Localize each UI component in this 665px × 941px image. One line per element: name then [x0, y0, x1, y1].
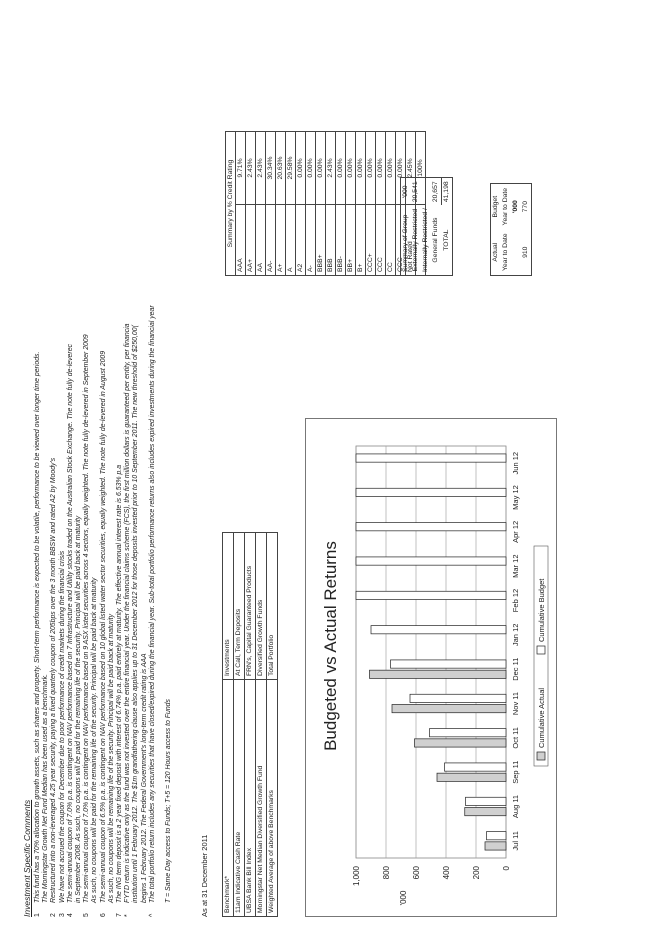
budget-bar — [430, 729, 507, 737]
budget-unit: '000 — [512, 200, 519, 214]
credit-rating-percent: 0.00% — [306, 132, 316, 205]
credit-rating-label: BB+ — [346, 205, 356, 276]
note-text: We have not accrued the coupon for December due to poor performance of credit markets during the financial crisis — [58, 550, 66, 903]
x-tick-label: Dec 11 — [511, 657, 520, 681]
credit-rating-table — [225, 131, 426, 276]
note-text: in September 2008. As such, no coupons will be paid for the remaining life of the security. Principal will be paid back at maturity — [75, 515, 83, 903]
y-axis-label: '000 — [399, 890, 408, 906]
credit-rating-percent: 0.00% — [386, 132, 396, 205]
benchmark-cell: UBSA Bank Bill Index — [245, 680, 256, 917]
x-tick-label: Jun 12 — [511, 451, 520, 475]
actual-bar — [437, 773, 506, 781]
actual-bar — [485, 842, 506, 850]
credit-rating-percent: 29.58% — [286, 132, 296, 205]
benchmark-cell: 11am Indicative Cash Rate — [234, 680, 245, 917]
note-marker: 2 — [50, 913, 58, 917]
credit-rating-label: AA — [256, 205, 266, 276]
credit-rating-percent: 0.00% — [336, 132, 346, 205]
note-text: Restructured into a non-leveraged 4.25 year security, paying a fixed quarterly coupon of 205bps over the 3 month BBSW and rated A2 by Moody's — [50, 457, 58, 903]
x-tick-label: Apr 12 — [511, 520, 520, 543]
note-line — [100, 12, 108, 917]
note-line — [149, 12, 157, 917]
table-row — [234, 533, 245, 917]
credit-rating-percent: 0.00% — [366, 132, 376, 205]
credit-table-title: Summary by % Credit Rating — [226, 132, 236, 276]
internally-label-1: Internally Restricted / — [422, 208, 429, 272]
credit-rating-percent: 9.71% — [236, 132, 246, 205]
table-row — [276, 132, 286, 276]
returns-chart-svg — [306, 419, 556, 916]
credit-rating-label: AAA — [236, 205, 246, 276]
x-tick-label: Sep 11 — [511, 760, 520, 784]
y-tick-label: 0 — [502, 866, 511, 871]
credit-rating-percent: 2.43% — [326, 132, 336, 205]
budget-bar — [487, 832, 507, 840]
budget-bar — [445, 763, 507, 771]
note-marker: 1 — [34, 913, 41, 917]
credit-rating-label: A — [286, 205, 296, 276]
table-row — [286, 132, 296, 276]
credit-rating-percent: 2.43% — [246, 132, 256, 205]
credit-rating-percent: 100% — [416, 132, 426, 205]
credit-rating-label: CCC+ — [366, 205, 376, 276]
group-summary-table — [400, 177, 453, 276]
internally-label-2: General Funds — [432, 217, 440, 263]
table-row — [256, 132, 266, 276]
table-row — [336, 132, 346, 276]
legend-swatch-budget — [537, 646, 545, 654]
budget-bar — [391, 660, 507, 668]
note-marker: 5 — [83, 913, 91, 917]
credit-rating-label: Not Rated — [406, 205, 416, 276]
note-text: As such, no coupons will be remaining life of the security. Principal will be paid back at maturity — [107, 613, 115, 903]
budget-bar — [371, 626, 506, 634]
note-text: The ING term deposit is a 2 year fixed deposit with interest of 6.74% p.a. paid entirely at maturity. The effective annual interest rate is 6.53% p.a — [116, 464, 124, 903]
credit-rating-percent: 20.63% — [276, 132, 286, 205]
note-marker — [91, 903, 99, 917]
credit-rating-percent: 0.00% — [376, 132, 386, 205]
note-line — [108, 12, 116, 917]
y-tick-label: 600 — [412, 866, 421, 880]
x-tick-label: Jul 11 — [511, 831, 520, 851]
note-line — [141, 12, 149, 917]
x-tick-label: Jan 12 — [511, 623, 520, 647]
internally-value: 20,657 — [432, 181, 439, 203]
table-row — [246, 132, 256, 276]
note-text: The semi-annual coupon of 7.0% p.a. is contingent on NAV performance based on 7 Infrastructure and Utility stocks traded on the Australian Stock Exchange. The note fully de-leverec — [66, 344, 74, 903]
y-tick-label: 400 — [442, 866, 451, 880]
note-line — [83, 12, 91, 917]
table-row — [306, 132, 316, 276]
note-text: As such, no coupons will be paid for the remaining life of the security. Principal will be paid back at maturity — [91, 577, 99, 903]
group-title: Summary of Group — [402, 214, 409, 272]
credit-rating-percent: 0.00% — [296, 132, 306, 205]
table-row — [256, 533, 267, 917]
actual-label-1: Actual — [492, 242, 499, 262]
table-row — [266, 132, 276, 276]
budget-bar — [356, 523, 506, 531]
benchmark-cell: Total Portfolio — [267, 533, 278, 680]
x-tick-label: May 12 — [511, 485, 520, 510]
benchmark-cell: FRN's, Capital Guaranteed Products — [245, 533, 256, 680]
table-row — [356, 132, 366, 276]
benchmark-header-cell: Benchmark* — [223, 680, 234, 917]
total-value: 41,198 — [442, 178, 453, 205]
credit-rating-label: CCC — [376, 205, 386, 276]
note-line — [124, 12, 132, 917]
credit-rating-percent: 0.00% — [346, 132, 356, 205]
note-marker — [165, 903, 173, 917]
table-row — [386, 132, 396, 276]
note-marker: 3 — [58, 913, 66, 917]
benchmark-cell: At Call, Term Deposits — [234, 533, 245, 680]
notes-list — [34, 12, 173, 917]
externally-label: Externally Restricted — [412, 208, 419, 272]
as-at-date: As at 31 December 2011 — [200, 834, 209, 917]
note-line — [132, 12, 140, 917]
note-text: begins 1 February 2012. The Federal Government's long-term credit rating is AAA — [140, 653, 148, 903]
note-line — [91, 12, 99, 917]
actual-bar — [392, 705, 506, 713]
credit-rating-percent: 0.00% — [396, 132, 406, 205]
budget-bar — [410, 694, 506, 702]
table-row — [366, 132, 376, 276]
legend-swatch-actual — [537, 752, 545, 760]
note-line — [165, 12, 173, 917]
budget-summary-table — [490, 183, 532, 276]
credit-rating-percent: 30.34% — [266, 132, 276, 205]
note-marker — [157, 903, 165, 917]
credit-rating-label: AA- — [266, 205, 276, 276]
externally-value: 20,541 — [412, 181, 419, 203]
budget-bar — [356, 557, 506, 565]
note-marker — [132, 903, 140, 917]
total-label: TOTAL — [442, 229, 450, 251]
actual-bar — [415, 739, 507, 747]
budget-bar — [466, 797, 507, 805]
note-text: The total portfolio return includes any securities that have closed/expired during the financial year. Sub-total portfolio performance returns also includes expired investments during the financial year — [148, 305, 156, 903]
note-text: T = Same Day access to Funds; T+5 = 120 Hours access to Funds — [165, 699, 173, 903]
returns-chart — [305, 418, 557, 917]
table-row — [245, 533, 256, 917]
budget-bar — [356, 488, 506, 496]
note-marker: 4 — [66, 913, 74, 917]
note-line — [75, 12, 83, 917]
note-marker — [141, 903, 149, 917]
credit-rating-label: A2 — [296, 205, 306, 276]
y-tick-label: 1,000 — [352, 866, 361, 887]
budget-label-2: Year to Date — [502, 187, 509, 226]
note-text: The semi-annual coupon of 7.0% p.a. is contingent on NAV performance based on 9 ASX listed securities across 4 sectors, equally weighted. The note fully de-levered in September 2009 — [83, 334, 91, 903]
benchmark-header-row — [223, 533, 234, 917]
x-tick-label: Oct 11 — [511, 727, 520, 749]
credit-rating-label: A- — [306, 205, 316, 276]
note-line — [67, 12, 75, 917]
note-marker: 6 — [99, 913, 107, 917]
y-tick-label: 800 — [382, 866, 391, 880]
credit-rating-percent: 0.00% — [356, 132, 366, 205]
note-marker: 7 — [116, 913, 124, 917]
credit-rating-label: AA+ — [246, 205, 256, 276]
group-unit: '000 — [402, 185, 409, 199]
note-marker — [75, 903, 83, 917]
actual-label-2: Year to Date — [502, 233, 509, 271]
note-line — [42, 12, 50, 917]
actual-bar — [465, 808, 506, 816]
budget-bar — [356, 591, 506, 599]
budget-bar — [356, 454, 506, 462]
note-text: The Morningstar Growth Net Fund Median has been used as a benchmark. — [42, 673, 50, 903]
credit-rating-label: BBB — [326, 205, 336, 276]
benchmark-cell: Weighted Average of above Benchmarks — [267, 680, 278, 917]
note-text: FYTD return is indicative only as the fund was not invested over the entire financial year. Under the financial claims scheme (FCS), the first million dollars is guaranteed per entity, per financia — [124, 323, 132, 903]
actual-value: 910 — [522, 246, 529, 258]
note-line — [116, 12, 124, 917]
credit-rating-label: BBB+ — [316, 205, 326, 276]
note-text: institution until 1 February 2012. The $1m grandfathering clause also applies up to 31 December 2012 for those deposits invested prior to 10 September 2011. The new threshold of $250,00( — [132, 325, 140, 903]
benchmark-cell: Diversified Growth Funds — [256, 533, 267, 680]
table-row — [346, 132, 356, 276]
note-text: The semi-annual coupon of 6.5% p.a. is contingent on NAV performance based on 10 global listed water sector securities, equally weighted. The note fully de-levered in August 2009 — [99, 350, 107, 903]
note-line — [157, 12, 165, 917]
x-tick-label: Feb 12 — [511, 588, 520, 613]
plot-area — [356, 446, 506, 858]
note-marker: ^ — [148, 913, 156, 917]
table-row — [326, 132, 336, 276]
note-line — [59, 12, 67, 917]
credit-rating-label: CC — [386, 205, 396, 276]
table-row — [236, 132, 246, 276]
credit-rating-label: CCC- — [396, 205, 406, 276]
credit-rating-percent: 2.45% — [406, 132, 416, 205]
y-tick-label: 200 — [472, 866, 481, 880]
note-marker: * — [124, 914, 132, 917]
note-text: This fund has a 70% allocation to growth assets, such as shares and property. Short-term performance is expected to be volatile, performance to be viewed over longer time periods. — [34, 351, 41, 903]
legend-label-actual: Cumulative Actual — [537, 687, 546, 748]
benchmark-table — [222, 532, 278, 917]
benchmark-cell: Morningstar Net Median Diversified Growth Fund — [256, 680, 267, 917]
benchmark-header-cell: Investments — [223, 533, 234, 680]
note-line — [34, 12, 42, 917]
x-tick-label: Nov 11 — [511, 691, 520, 716]
table-row — [316, 132, 326, 276]
table-row — [376, 132, 386, 276]
credit-rating-label: B+ — [356, 205, 366, 276]
credit-rating-percent: 0.00% — [316, 132, 326, 205]
credit-rating-label: A+ — [276, 205, 286, 276]
chart-title: Budgeted vs Actual Returns — [321, 541, 340, 751]
credit-rating-percent: 2.43% — [256, 132, 266, 205]
budget-value: 770 — [522, 201, 529, 213]
x-tick-label: Aug 11 — [511, 794, 520, 819]
credit-rating-label: BBB- — [336, 205, 346, 276]
x-tick-label: Mar 12 — [511, 554, 520, 578]
budget-label-1: Budget — [492, 195, 499, 218]
note-line — [50, 12, 58, 917]
note-marker — [108, 903, 116, 917]
actual-bar — [370, 670, 507, 678]
table-row — [296, 132, 306, 276]
note-marker — [42, 903, 50, 917]
legend-label-budget: Cumulative Budget — [537, 578, 546, 642]
notes-heading: Investment Specific Comments — [22, 799, 32, 917]
table-row — [267, 533, 278, 917]
